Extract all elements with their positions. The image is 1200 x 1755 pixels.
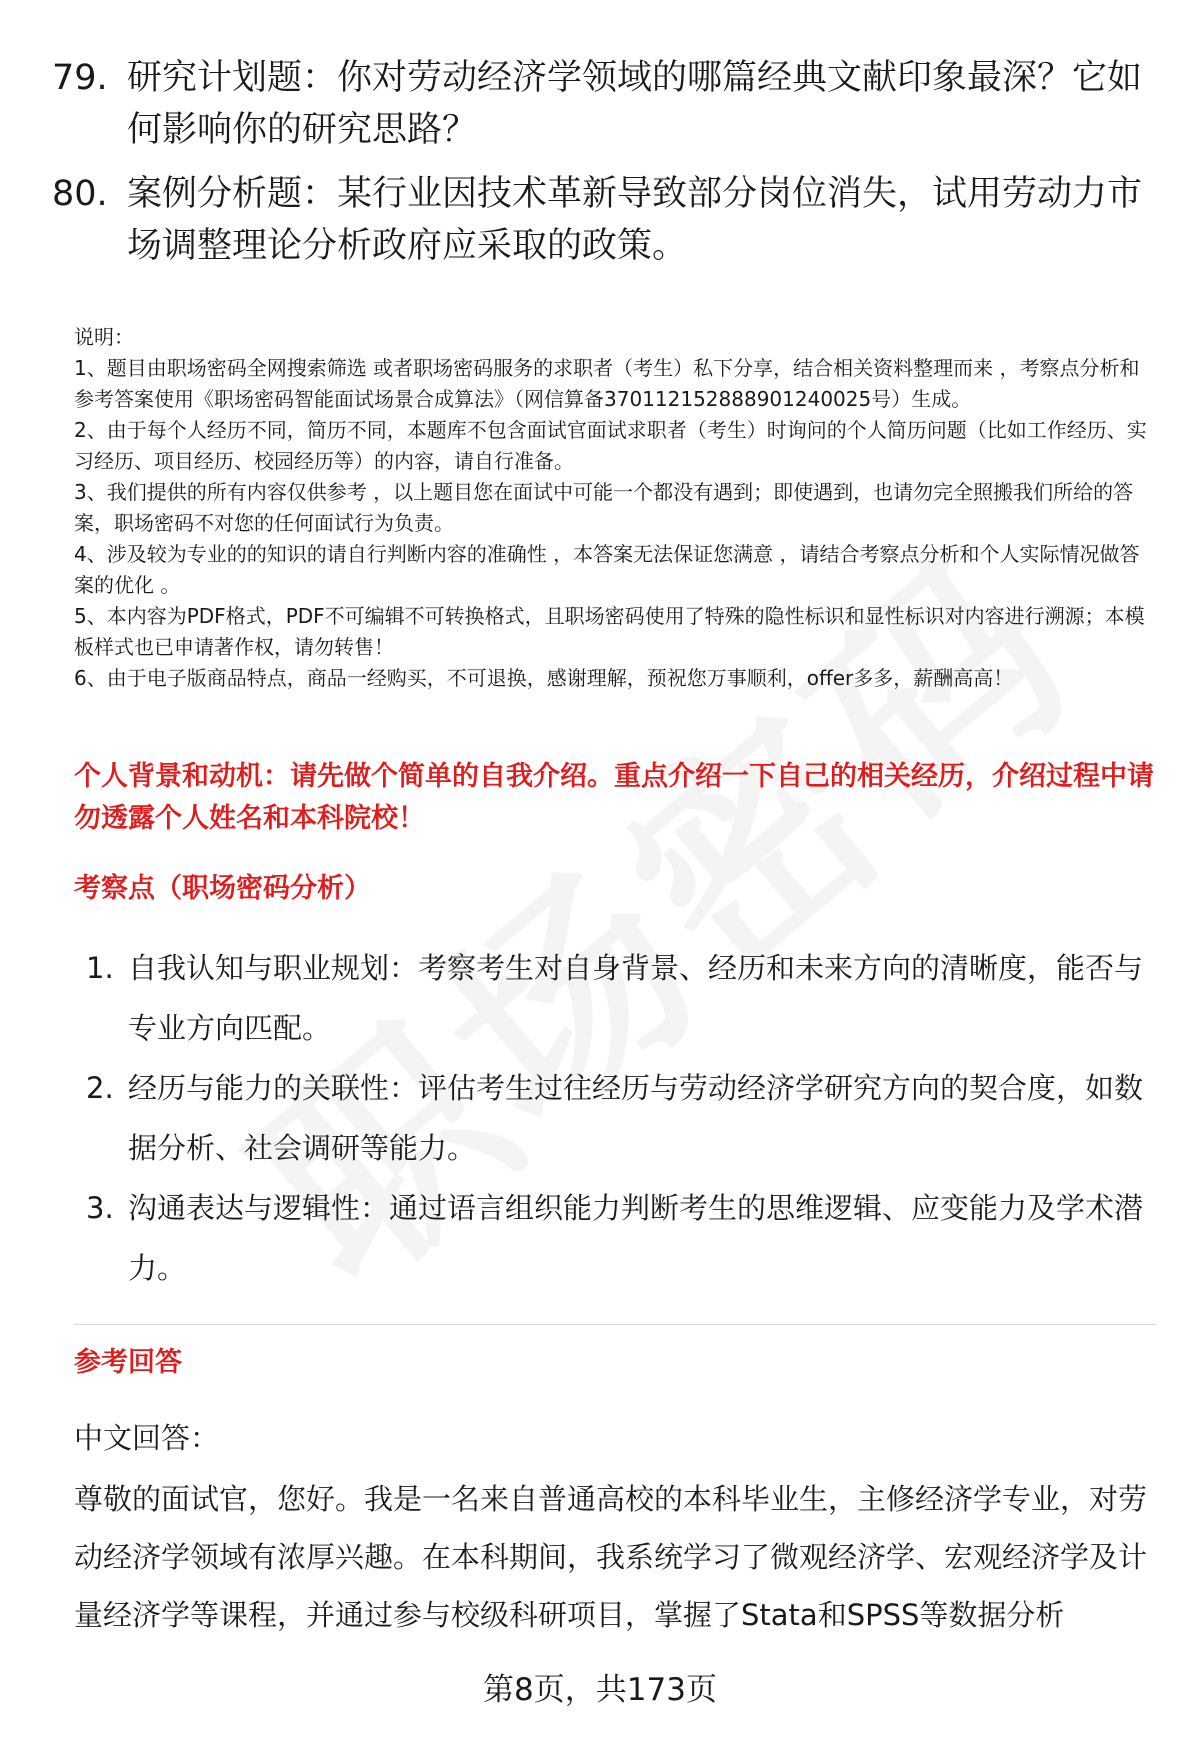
reference-heading: 参考回答 xyxy=(74,1347,182,1378)
analysis-points xyxy=(74,938,1154,1298)
background-question: 个人背景和动机：请先做个简单的自我介绍。重点介绍一下自己的相关经历，介绍过程中请勿透露个人姓名和本科院校！ xyxy=(74,761,1154,834)
note-item: 1、题目由职场密码全网搜索筛选 或者职场密码服务的求职者（考生）私下分享，结合相关资料整理而来 ，考察点分析和参考答案使用《职场密码智能面试场景合成算法》（网信算备370112152888901240025号）生成。 xyxy=(74,356,1140,411)
notes-section xyxy=(74,322,1154,694)
question-number: 80. xyxy=(52,174,108,214)
analysis-heading: 考察点（职场密码分析） xyxy=(74,873,371,904)
analysis-point xyxy=(74,1178,1154,1298)
question-text: 案例分析题：某行业因技术革新导致部分岗位消失，试用劳动力市场调整理论分析政府应采取的政策。 xyxy=(127,174,1143,266)
answer-body: 尊敬的面试官，您好。我是一名来自普通高校的本科毕业生，主修经济学专业，对劳动经济学领域有浓厚兴趣。在本科期间，我系统学习了微观经济学、宏观经济学及计量经济学等课程，并通过参与校级科研项目，掌握了Stata和SPSS等数据分析 xyxy=(74,1482,1148,1632)
note-item: 4、涉及较为专业的的知识的请自行判断内容的准确性 ，本答案无法保证您满意 ，请结合考察点分析和个人实际情况做答案的优化 。 xyxy=(74,542,1140,597)
note-item: 5、本内容为PDF格式，PDF不可编辑不可转换格式，且职场密码使用了特殊的隐性标识和显性标识对内容进行溯源；本模板样式也已申请著作权，请勿转售！ xyxy=(74,604,1145,659)
point-number: 3. xyxy=(86,1191,114,1225)
question-number: 79. xyxy=(52,58,108,98)
page-footer: 第8页，共173页 xyxy=(483,1672,717,1708)
section-divider xyxy=(74,1324,1156,1325)
analysis-point xyxy=(74,938,1154,1058)
question-79 xyxy=(52,52,1152,156)
analysis-point xyxy=(74,1058,1154,1178)
note-item: 3、我们提供的所有内容仅供参考 ，以上题目您在面试中可能一个都没有遇到；即使遇到，也请勿完全照搬我们所给的答案，职场密码不对您的任何面试行为负责。 xyxy=(74,480,1134,535)
point-text: 自我认知与职业规划：考察考生对自身背景、经历和未来方向的清晰度，能否与专业方向匹配。 xyxy=(128,951,1144,1045)
point-number: 1. xyxy=(86,951,114,985)
point-text: 经历与能力的关联性：评估考生过往经历与劳动经济学研究方向的契合度，如数据分析、社会调研等能力。 xyxy=(128,1071,1144,1165)
notes-title: 说明： xyxy=(74,325,134,349)
point-number: 2. xyxy=(86,1071,114,1105)
answer-label: 中文回答： xyxy=(74,1421,220,1455)
question-80 xyxy=(52,168,1152,272)
note-item: 2、由于每个人经历不同，简历不同，本题库不包含面试官面试求职者（考生）时询问的个人简历问题（比如工作经历、实习经历、项目经历、校园经历等）的内容，请自行准备。 xyxy=(74,418,1147,473)
point-text: 沟通表达与逻辑性：通过语言组织能力判断考生的思维逻辑、应变能力及学术潜力。 xyxy=(128,1191,1144,1285)
note-item: 6、由于电子版商品特点，商品一经购买，不可退换，感谢理解，预祝您万事顺利，offer多多，薪酬高高！ xyxy=(74,666,1014,690)
question-text: 研究计划题：你对劳动经济学领域的哪篇经典文献印象最深？它如何影响你的研究思路？ xyxy=(127,58,1143,150)
